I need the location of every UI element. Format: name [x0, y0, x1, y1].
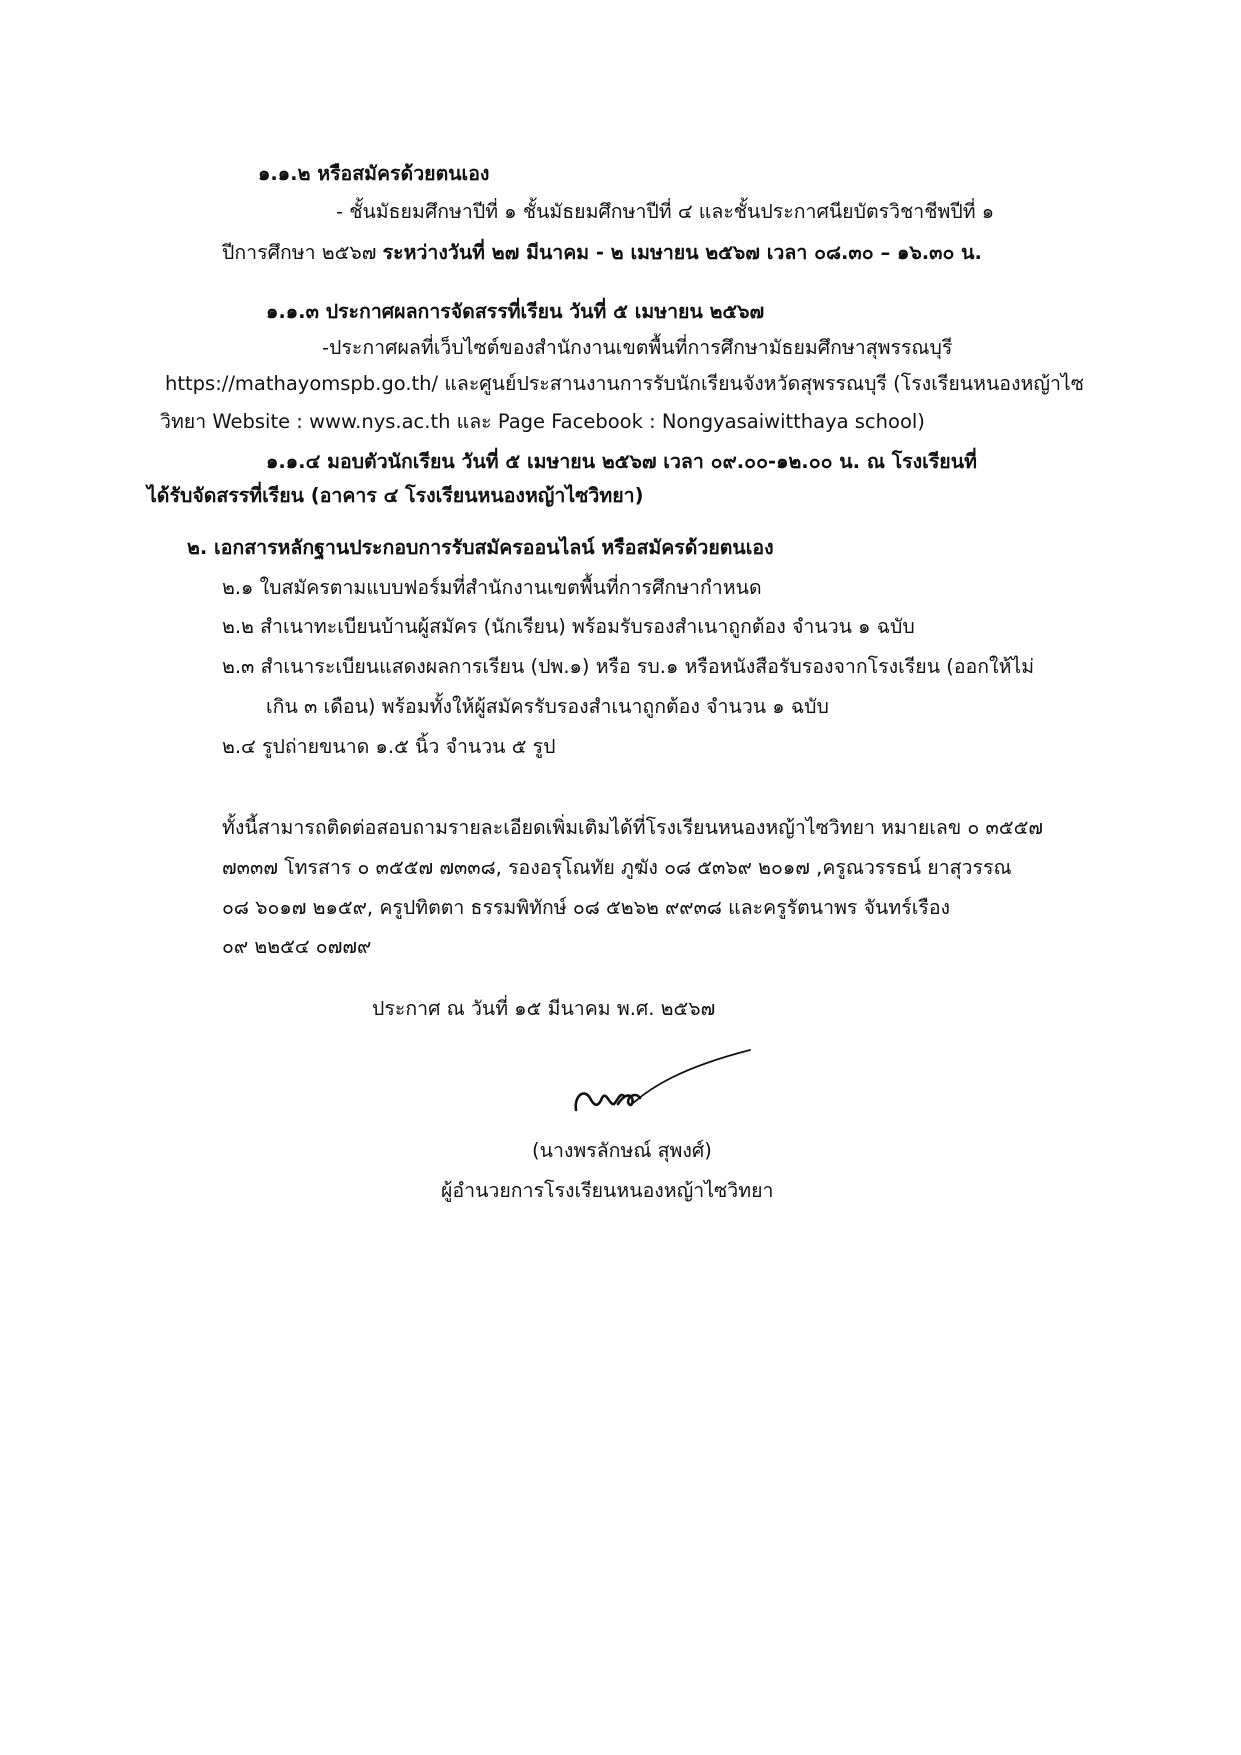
- section-2-item-3: ๒.๓ สำเนาระเบียนแสดงผลการเรียน (ปพ.๑) หรือ รบ.๑ หรือหนังสือรับรองจากโรงเรียน (ออกให้ไม่: [222, 655, 1035, 678]
- contact-line-3: ๐๘ ๖๐๑๗ ๒๑๕๙, ครูปทิตตา ธรรมพิทักษ์ ๐๘ ๕๒๖๒ ๙๙๓๘ และครูรัตนาพร จันทร์เรือง: [222, 896, 951, 919]
- section-1-1-2-line-1: - ชั้นมัธยมศึกษาปีที่ ๑ ชั้นมัธยมศึกษาปีที่ ๔ และชั้นประกาศนียบัตรวิชาชีพปีที่ ๑: [336, 200, 995, 223]
- announcement-date: ประกาศ ณ วันที่ ๑๕ มีนาคม พ.ศ. ๒๕๖๗: [372, 997, 716, 1020]
- contact-line-4: ๐๙ ๒๒๕๔ ๐๗๗๙: [222, 935, 372, 958]
- section-2-item-4: ๒.๔ รูปถ่ายขนาด ๑.๕ นิ้ว จำนวน ๕ รูป: [222, 735, 556, 758]
- section-2-item-2: ๒.๒ สำเนาทะเบียนบ้านผู้สมัคร (นักเรียน) พร้อมรับรองสำเนาถูกต้อง จำนวน ๑ ฉบับ: [222, 615, 915, 638]
- section-1-1-4-line-1: ๑.๑.๔ มอบตัวนักเรียน วันที่ ๕ เมษายน ๒๕๖๗ เวลา ๐๙.๐๐-๑๒.๐๐ น. ณ โรงเรียนที่: [266, 450, 977, 473]
- application-period-text: ระหว่างวันที่ ๒๗ มีนาคม - ๒ เมษายน ๒๕๖๗ เวลา ๐๘.๓๐ – ๑๖.๓๐ น.: [382, 241, 982, 264]
- section-1-1-4-line-2: ได้รับจัดสรรที่เรียน (อาคาร ๔ โรงเรียนหนองหญ้าไซวิทยา): [147, 484, 644, 507]
- section-1-1-2-heading: ๑.๑.๒ หรือสมัครด้วยตนเอง: [258, 162, 490, 185]
- section-1-1-3-line-1: -ประกาศผลที่เว็บไซต์ของสำนักงานเขตพื้นที่การศึกษามัธยมศึกษาสุพรรณบุรี: [322, 336, 953, 359]
- contact-line-2: ๗๓๓๗ โทรสาร ๐ ๓๕๕๗ ๗๓๓๘, รองอรุโณทัย ภูฆัง ๐๘ ๕๓๖๙ ๒๐๑๗ ,ครูณวรรธน์ ยาสุวรรณ: [222, 856, 1012, 879]
- signature-image: [570, 1048, 760, 1128]
- section-1-1-2-line-2: [222, 240, 982, 266]
- section-2-heading: ๒. เอกสารหลักฐานประกอบการรับสมัครออนไลน์ หรือสมัครด้วยตนเอง: [187, 536, 774, 559]
- section-1-1-3-heading: ๑.๑.๓ ประกาศผลการจัดสรรที่เรียน วันที่ ๕ เมษายน ๒๕๖๗: [266, 300, 765, 323]
- academic-year-text: ปีการศึกษา ๒๕๖๗: [222, 241, 377, 264]
- section-2-item-1: ๒.๑ ใบสมัครตามแบบฟอร์มที่สำนักงานเขตพื้นที่การศึกษากำหนด: [222, 576, 762, 599]
- section-1-1-3-line-3: วิทยา Website : www.nys.ac.th และ Page Facebook : Nongyasaiwitthaya school): [160, 410, 925, 433]
- signatory-title: ผู้อำนวยการโรงเรียนหนองหญ้าไซวิทยา: [441, 1179, 774, 1202]
- section-1-1-3-line-2: https://mathayomspb.go.th/ และศูนย์ประสานงานการรับนักเรียนจังหวัดสุพรรณบุรี (โรงเรียนหนองหญ้าไซ: [165, 372, 1084, 395]
- contact-line-1: ทั้งนี้สามารถติดต่อสอบถามรายละเอียดเพิ่มเติมได้ที่โรงเรียนหนองหญ้าไซวิทยา หมายเลข ๐ ๓๕๕๗: [222, 816, 1044, 839]
- section-2-item-3-cont: เกิน ๓ เดือน) พร้อมทั้งให้ผู้สมัครรับรองสำเนาถูกต้อง จำนวน ๑ ฉบับ: [266, 695, 829, 718]
- signatory-name: (นางพรลักษณ์ สุพงศ์): [532, 1139, 712, 1162]
